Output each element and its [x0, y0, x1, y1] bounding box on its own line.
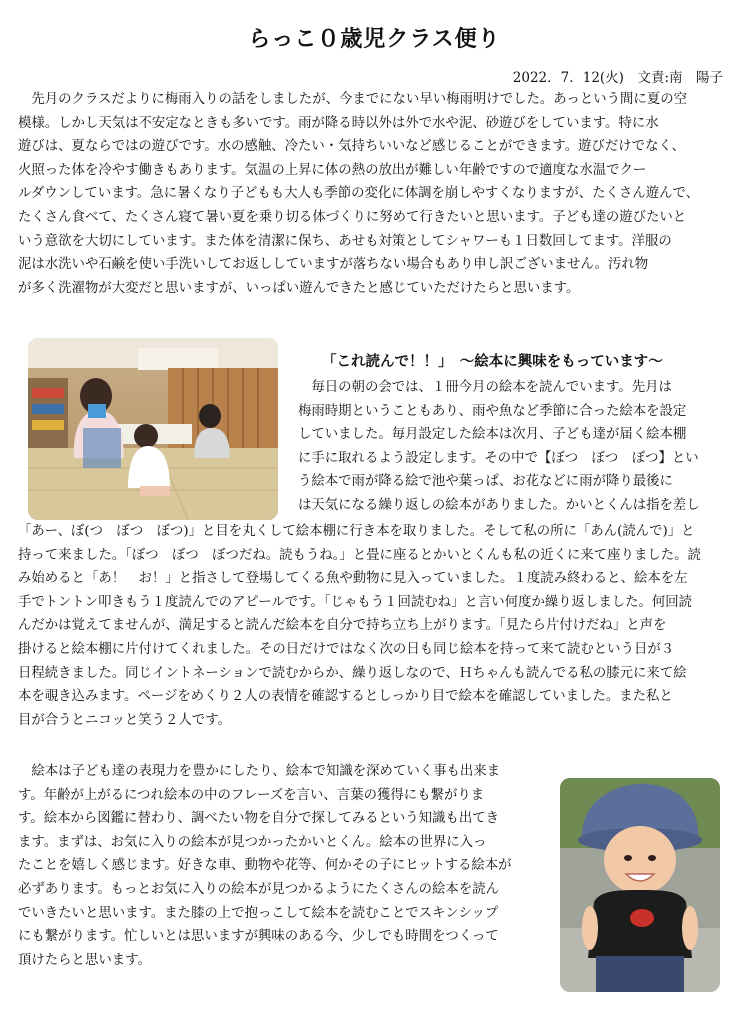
- closing-line: 絵本は子ども達の表現力を豊かにしたり、絵本で知識を深めていく事も出来ま: [18, 764, 501, 779]
- newsletter-title: らっこ０歳児クラス便り: [248, 26, 501, 52]
- closing-line: でいきたいと思います。また膝の上で抱っこして絵本を読むことでスキンシップ: [18, 905, 499, 921]
- closing-line: 頂けたらと思います。: [18, 952, 151, 968]
- section-heading-ehon: 「これ読んで！！」 ～絵本に興味をもっています～: [322, 353, 663, 370]
- ehon-side-paragraph: [298, 376, 730, 518]
- ehon-full-paragraph: [18, 520, 730, 732]
- ehon-line: 持って来ました。「ぼつ ぼつ ぼつだね。読もうね。」と畳に座るとかいとくんも私の近くに来て座りました。読: [18, 547, 701, 563]
- intro-line: たくさん食べて、たくさん寝て暑い夏を乗り切る体づくりに努めて行きたいと思います。子ども達の遊びたいと: [18, 209, 687, 225]
- classroom-photo: [28, 338, 278, 520]
- intro-line: ルダウンしています。急に暑くなり子どもも大人も季節の変化に体調を崩しやすくなりますが、たくさん遊んで、: [18, 186, 700, 202]
- child-photo: [560, 778, 720, 992]
- intro-line: 火照った体を冷やす働きもあります。気温の上昇に体の熱の放出が難しい年齢ですので適度な水温でクー: [18, 162, 647, 178]
- intro-line: 先月のクラスだよりに梅雨入りの話をしましたが、今までにない早い梅雨明けでした。あっという間に夏の空: [18, 92, 687, 107]
- intro-line: 模様。しかし天気は不安定なときも多いです。雨が降る時以外は外で水や泥、砂遊びをしています。特に水: [18, 115, 659, 131]
- intro-line: 泥は水洗いや石鹸を使い手洗いしてお返ししていますが落ちない場合もあり申し訳ございません。汚れ物: [18, 257, 649, 273]
- ehon-line: う絵本で雨が降る絵で池や葉っぱ、お花などに雨が降り最後に: [298, 474, 673, 490]
- ehon-line: んだかは覚えてませんが、満足すると読んだ絵本を自分で持ち立ち上がります。「見たら片付けだね」と声を: [18, 618, 667, 634]
- ehon-line: み始めると「あ！ お！」と指さして登場してくる魚や動物に見入っていました。１度読み終わると、絵本を左: [18, 571, 688, 587]
- ehon-line: 「あー、ぼ(つ ぼつ ぼつ)」と目を丸くして絵本棚に行き本を取りました。そして私の所に「あん(読んで)」と: [18, 524, 695, 539]
- ehon-line: していました。毎月設定した絵本は次月、子ども達が届く絵本棚: [298, 427, 687, 443]
- intro-line: 遊びは、夏ならではの遊びです。水の感触、冷たい・気持ちいいなど感じることができます。遊びだけでなく、: [18, 139, 685, 155]
- closing-paragraph: [18, 760, 556, 972]
- closing-line: ます。まずは、お気に入りの絵本が見つかったかいとくん。絵本の世界に入っ: [18, 834, 487, 850]
- closing-line: たことを嬉しく感じます。好きな車、動物や花等、何かその子にヒットする絵本が: [18, 858, 512, 874]
- ehon-line: に手に取れるよう設定します。その中で【ぼつ ぼつ ぼつ】とい: [298, 450, 699, 466]
- intro-paragraph: [18, 88, 730, 300]
- ehon-line: 手でトントン叩きもう１度読んでのアピールです。「じゃもう１回読むね」と言い何度か繰り返しました。何回読: [18, 594, 693, 610]
- ehon-line: 本を覗き込みます。ページをめくり２人の表情を確認するとしっかり目で絵本を確認していました。また私と: [18, 689, 673, 705]
- closing-line: す。絵本から図鑑に替わり、調べたい物を自分で探してみるという知識も出てき: [18, 811, 499, 827]
- closing-line: 必ずあります。もっとお気に入りの絵本が見つかるようにたくさんの絵本を読ん: [18, 881, 499, 897]
- date-author-line: 2022．7．12(火) 文責:南 陽子: [512, 70, 723, 86]
- ehon-line: 目が合うとニコッと笑う２人です。: [18, 712, 231, 728]
- closing-line: にも繋がります。忙しいとは思いますが興味のある今、少しでも時間をつくって: [18, 929, 499, 945]
- ehon-line: 毎日の朝の会では、１冊今月の絵本を読んでいます。先月は: [298, 380, 672, 395]
- ehon-line: 掛けると絵本棚に片付けてくれました。その日だけではなく次の日も同じ絵本を持って来て読むという日が３: [18, 641, 675, 657]
- ehon-line: 日程続きました。同じイントネーションで読むからか、繰り返しなので、Ｈちゃんも読んでる私の膝元に来て絵: [18, 665, 687, 681]
- ehon-line: 梅雨時期ということもあり、雨や魚など季節に合った絵本を設定: [298, 403, 687, 419]
- intro-line: が多く洗濯物が大変だと思いますが、いっぱい遊んできたと感じていただけたらと思います。: [18, 280, 580, 296]
- ehon-line: は天気になる繰り返しの絵本がありました。かいとくんは指を差し: [298, 497, 700, 513]
- intro-line: いう意欲を大切にしています。また体を清潔に保ち、あせも対策としてシャワーも１日数回してます。洋服の: [18, 233, 672, 249]
- closing-line: す。年齢が上がるにつれ絵本の中のフレーズを言い、言葉の獲得にも繋がりま: [18, 787, 485, 803]
